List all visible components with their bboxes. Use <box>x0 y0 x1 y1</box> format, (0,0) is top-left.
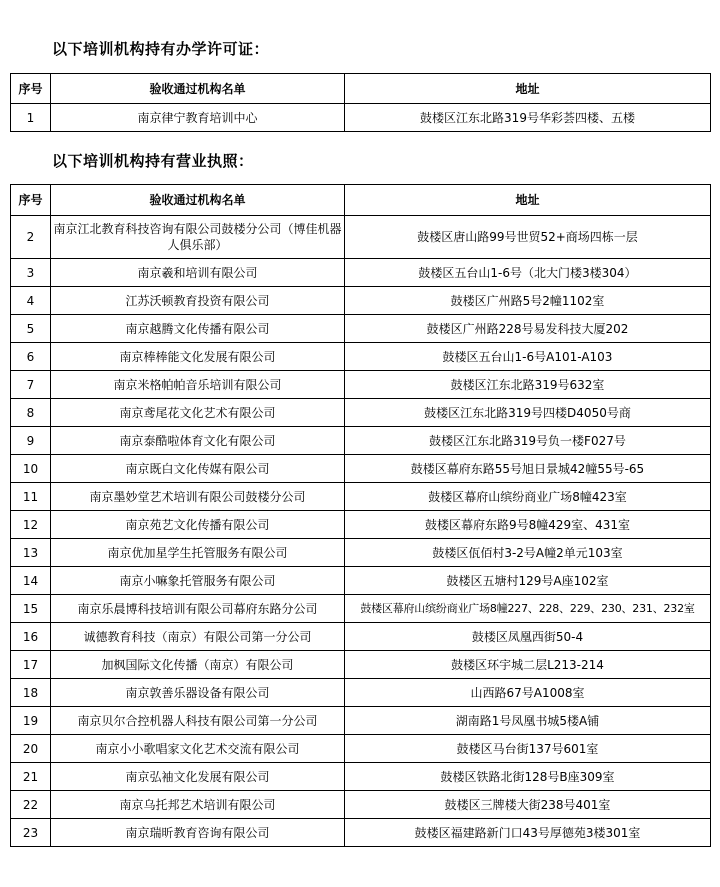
table-row <box>11 371 711 399</box>
cell-number: 9 <box>11 427 51 455</box>
table-row <box>11 679 711 707</box>
cell-number: 11 <box>11 483 51 511</box>
column-header-name: 验收通过机构名单 <box>51 185 345 216</box>
cell-address: 鼓楼区唐山路99号世贸52+商场四栋一层 <box>345 216 711 259</box>
cell-number: 10 <box>11 455 51 483</box>
cell-number: 23 <box>11 819 51 847</box>
table-row <box>11 651 711 679</box>
table-row <box>11 399 711 427</box>
table-row <box>11 259 711 287</box>
cell-institution-name: 南京羲和培训有限公司 <box>51 259 345 287</box>
table-row <box>11 287 711 315</box>
cell-institution-name: 南京江北教育科技咨询有限公司鼓楼分公司（博佳机器人俱乐部） <box>51 216 345 259</box>
cell-number: 2 <box>11 216 51 259</box>
cell-institution-name: 南京敦善乐器设备有限公司 <box>51 679 345 707</box>
cell-number: 19 <box>11 707 51 735</box>
cell-address: 鼓楼区幕府山缤纷商业广场8幢423室 <box>345 483 711 511</box>
cell-institution-name: 南京棒棒能文化发展有限公司 <box>51 343 345 371</box>
cell-address: 鼓楼区幕府山缤纷商业广场8幢227、228、229、230、231、232室 <box>345 595 711 623</box>
business-licensed-institutions-table <box>10 184 711 847</box>
table-row <box>11 791 711 819</box>
cell-number: 16 <box>11 623 51 651</box>
cell-address: 鼓楼区福建路新门口43号厚德苑3楼301室 <box>345 819 711 847</box>
cell-institution-name: 南京贝尔合控机器人科技有限公司第一分公司 <box>51 707 345 735</box>
table-row <box>11 707 711 735</box>
cell-address: 鼓楼区五台山1-6号（北大门楼3楼304） <box>345 259 711 287</box>
cell-number: 6 <box>11 343 51 371</box>
table-row <box>11 511 711 539</box>
table-row <box>11 819 711 847</box>
cell-institution-name: 南京既白文化传媒有限公司 <box>51 455 345 483</box>
cell-address: 鼓楼区幕府东路55号旭日景城42幢55号-65 <box>345 455 711 483</box>
cell-address: 山西路67号A1008室 <box>345 679 711 707</box>
cell-address: 鼓楼区三牌楼大街238号401室 <box>345 791 711 819</box>
cell-institution-name: 南京优加星学生托管服务有限公司 <box>51 539 345 567</box>
column-header-address: 地址 <box>345 74 711 104</box>
cell-institution-name: 加枫国际文化传播（南京）有限公司 <box>51 651 345 679</box>
table-row <box>11 104 711 132</box>
cell-number: 12 <box>11 511 51 539</box>
section-heading-business-license: 以下培训机构持有营业执照： <box>52 152 254 170</box>
cell-address: 鼓楼区江东北路319号632室 <box>345 371 711 399</box>
cell-number: 3 <box>11 259 51 287</box>
cell-institution-name: 南京苑艺文化传播有限公司 <box>51 511 345 539</box>
cell-institution-name: 南京泰酷啦体育文化有限公司 <box>51 427 345 455</box>
cell-institution-name: 南京乌托邦艺术培训有限公司 <box>51 791 345 819</box>
table-row <box>11 343 711 371</box>
cell-number: 4 <box>11 287 51 315</box>
cell-institution-name: 南京米格帕帕音乐培训有限公司 <box>51 371 345 399</box>
cell-number: 8 <box>11 399 51 427</box>
table-row <box>11 483 711 511</box>
cell-address: 鼓楼区江东北路319号负一楼F027号 <box>345 427 711 455</box>
cell-address: 鼓楼区幕府东路9号8幢429室、431室 <box>345 511 711 539</box>
cell-number: 18 <box>11 679 51 707</box>
cell-number: 15 <box>11 595 51 623</box>
table-row <box>11 623 711 651</box>
cell-institution-name: 南京小嘛象托管服务有限公司 <box>51 567 345 595</box>
cell-number: 7 <box>11 371 51 399</box>
cell-address: 鼓楼区环宇城二层L213-214 <box>345 651 711 679</box>
cell-institution-name: 南京弘袖文化发展有限公司 <box>51 763 345 791</box>
cell-address: 鼓楼区五塘村129号A座102室 <box>345 567 711 595</box>
cell-institution-name: 诚德教育科技（南京）有限公司第一分公司 <box>51 623 345 651</box>
cell-institution-name: 南京鸢尾花文化艺术有限公司 <box>51 399 345 427</box>
table-row <box>11 216 711 259</box>
cell-institution-name: 南京小小歌唱家文化艺术交流有限公司 <box>51 735 345 763</box>
table-row <box>11 455 711 483</box>
table-header-row <box>11 185 711 216</box>
cell-number: 13 <box>11 539 51 567</box>
column-header-name: 验收通过机构名单 <box>51 74 345 104</box>
cell-number: 17 <box>11 651 51 679</box>
cell-institution-name: 南京乐晨博科技培训有限公司幕府东路分公司 <box>51 595 345 623</box>
cell-institution-name: 江苏沃顿教育投资有限公司 <box>51 287 345 315</box>
cell-number: 1 <box>11 104 51 132</box>
cell-number: 21 <box>11 763 51 791</box>
cell-institution-name: 南京瑞昕教育咨询有限公司 <box>51 819 345 847</box>
cell-number: 20 <box>11 735 51 763</box>
cell-address: 鼓楼区佤佰村3-2号A幢2单元103室 <box>345 539 711 567</box>
column-header-address: 地址 <box>345 185 711 216</box>
table-row <box>11 735 711 763</box>
column-header-number: 序号 <box>11 74 51 104</box>
cell-address: 鼓楼区江东北路319号华彩荟四楼、五楼 <box>345 104 711 132</box>
cell-address: 鼓楼区凤凰西街50-4 <box>345 623 711 651</box>
cell-address: 鼓楼区广州路5号2幢1102室 <box>345 287 711 315</box>
table-row <box>11 427 711 455</box>
licensed-institutions-table <box>10 73 711 132</box>
cell-address: 鼓楼区广州路228号易发科技大厦202 <box>345 315 711 343</box>
cell-institution-name: 南京律宁教育培训中心 <box>51 104 345 132</box>
column-header-number: 序号 <box>11 185 51 216</box>
cell-address: 鼓楼区铁路北街128号B座309室 <box>345 763 711 791</box>
section-heading-license: 以下培训机构持有办学许可证： <box>52 40 270 58</box>
cell-address: 鼓楼区五台山1-6号A101-A103 <box>345 343 711 371</box>
cell-number: 5 <box>11 315 51 343</box>
table-header-row <box>11 74 711 104</box>
table-row <box>11 567 711 595</box>
table-row <box>11 315 711 343</box>
cell-address: 鼓楼区江东北路319号四楼D4050号商 <box>345 399 711 427</box>
cell-number: 22 <box>11 791 51 819</box>
cell-institution-name: 南京墨妙堂艺术培训有限公司鼓楼分公司 <box>51 483 345 511</box>
table-row <box>11 595 711 623</box>
table-row <box>11 539 711 567</box>
cell-address: 鼓楼区马台街137号601室 <box>345 735 711 763</box>
cell-address: 湖南路1号凤凰书城5楼A铺 <box>345 707 711 735</box>
cell-institution-name: 南京越腾文化传播有限公司 <box>51 315 345 343</box>
table-row <box>11 763 711 791</box>
cell-number: 14 <box>11 567 51 595</box>
